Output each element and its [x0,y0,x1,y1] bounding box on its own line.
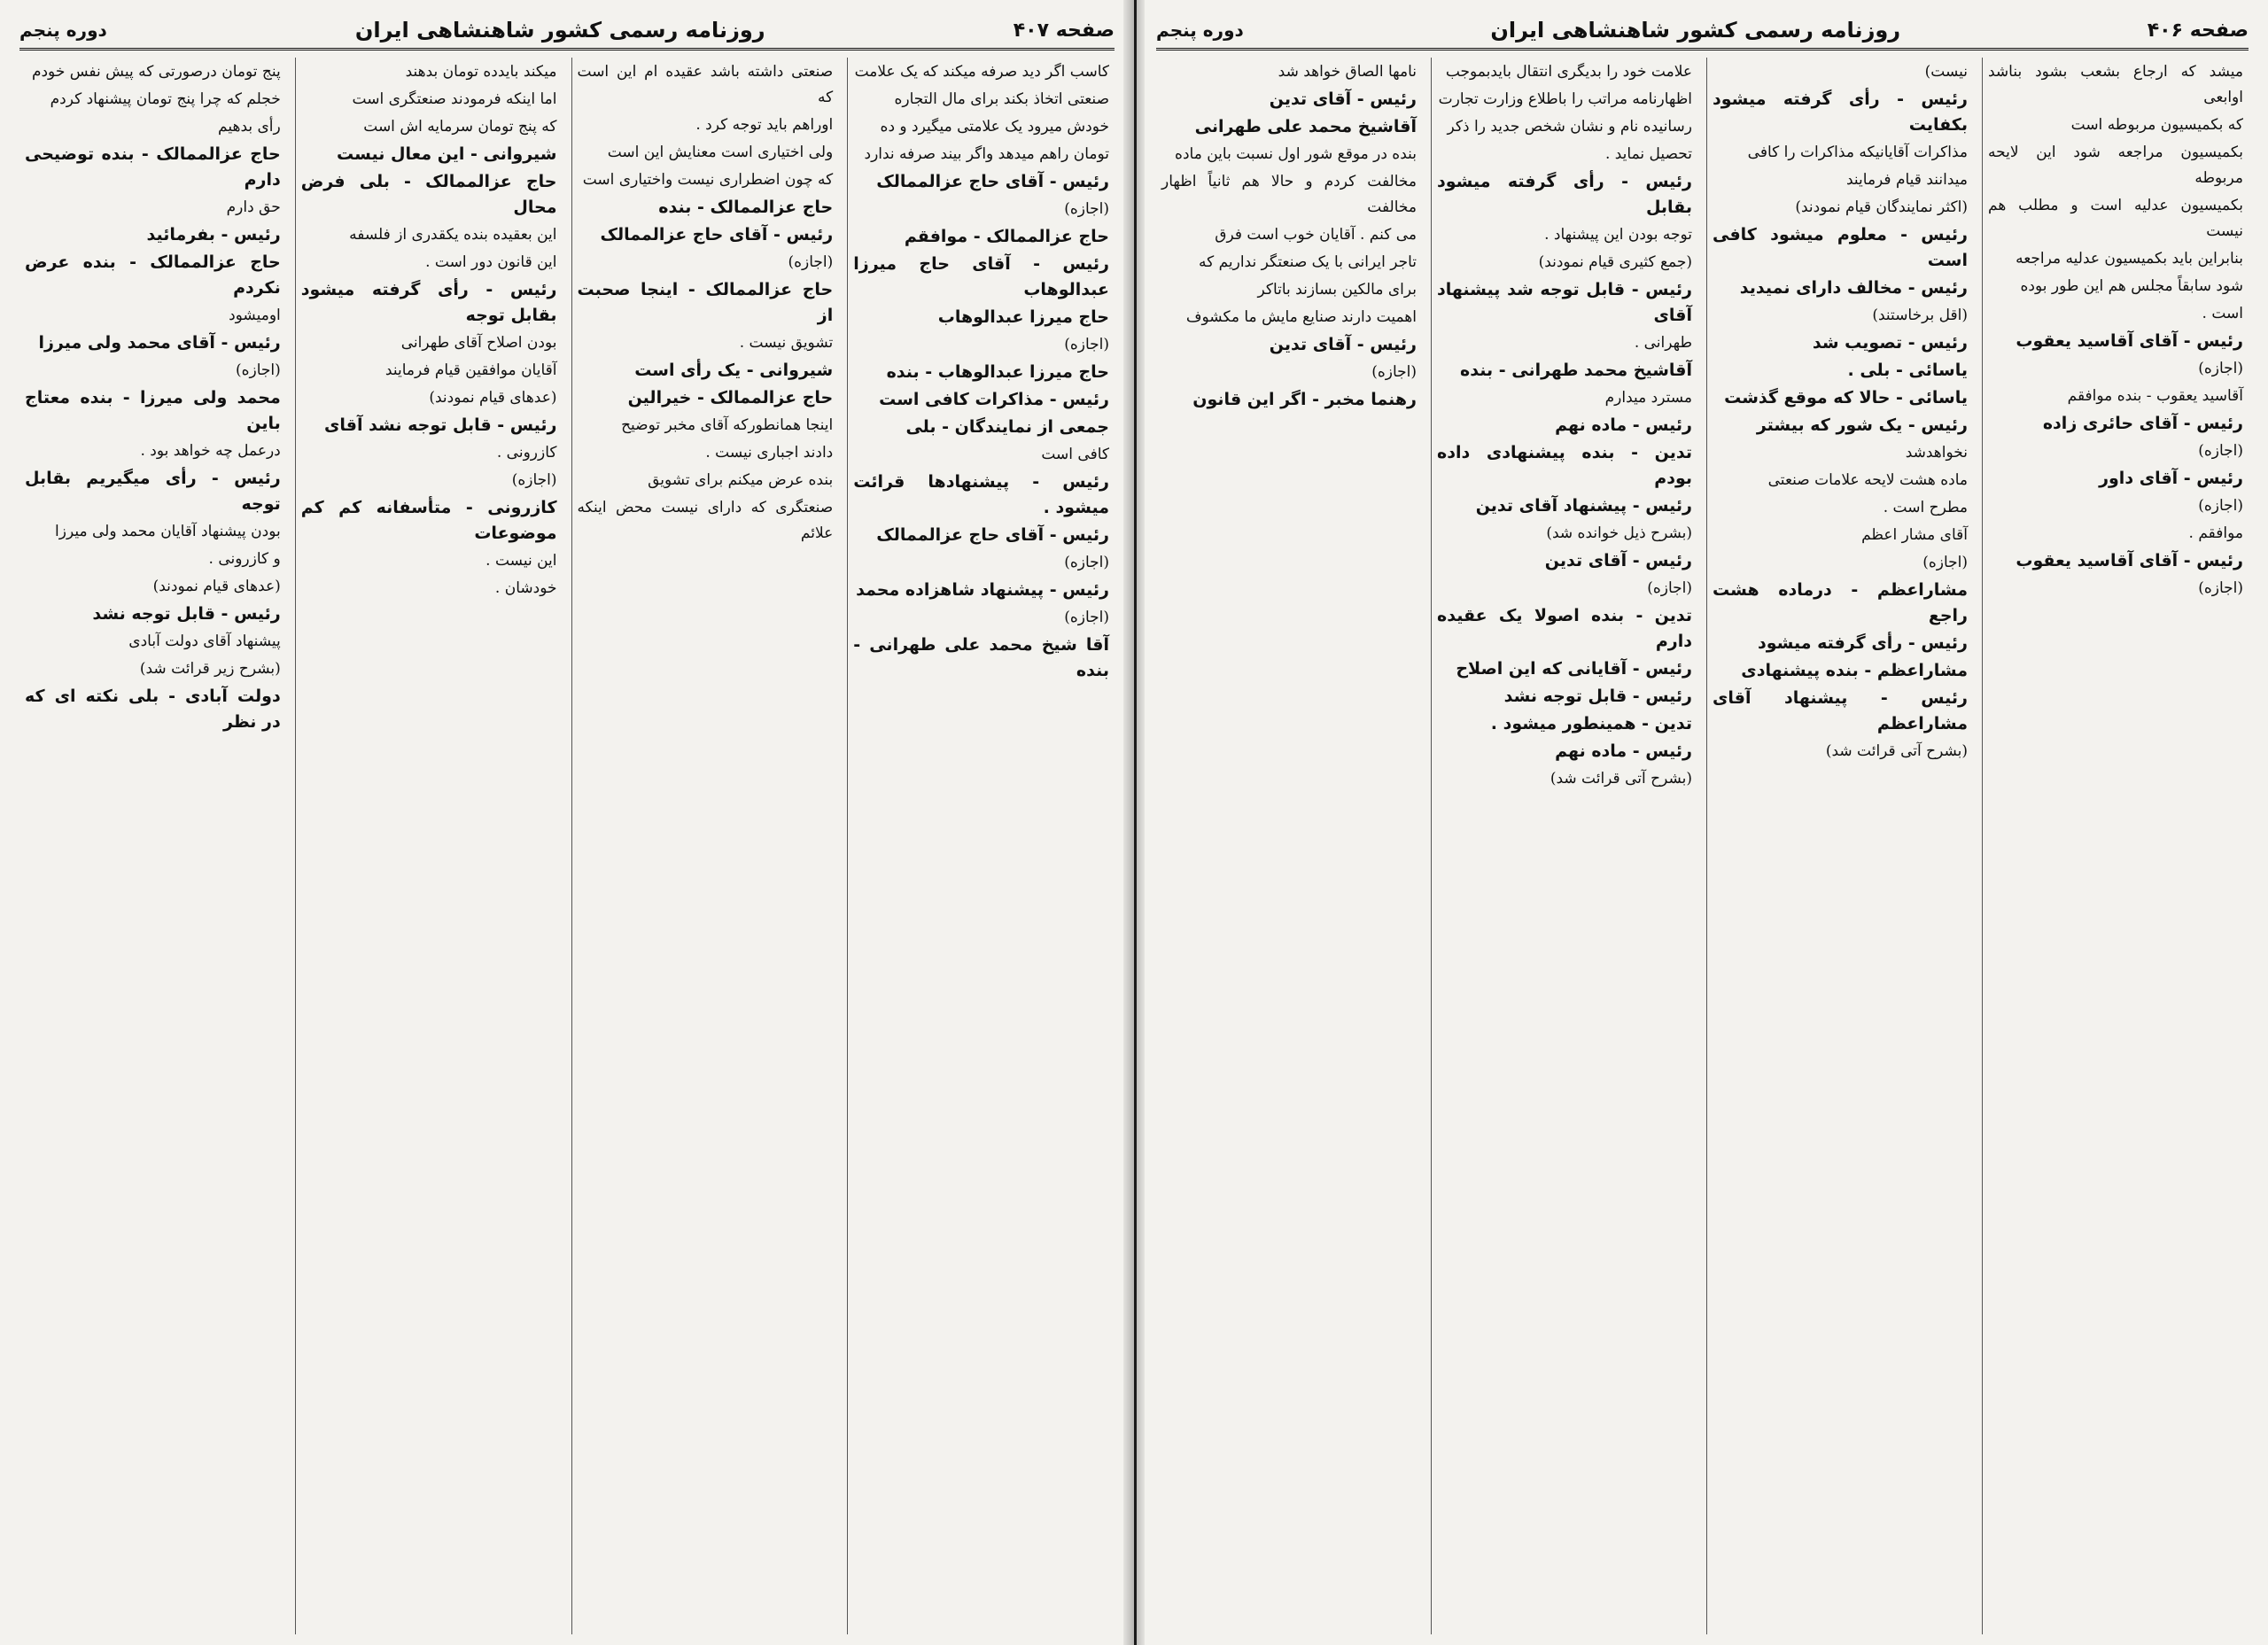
speaker-line: رئیس - آقای آقاسید یعقوب [2016,551,2243,570]
text-line: ماده هشت لایحه علامات صنعتی [1767,471,1968,489]
text-line: رسانیده نام و نشان شخص جدید را ذکر [1447,118,1692,136]
speaker-line: حاج عزالممالک - بلی فرض محال [300,172,557,217]
speaker-line: رئیس - آقای تدین [1544,551,1692,570]
speaker-line: حاج عزالممالک - بنده [658,198,834,217]
text-line: علامت خود را بدیگری انتقال بایدبموجب [1445,63,1692,81]
speaker-line: رئیس - مذاکرات کافی است [879,390,1109,409]
speaker-line: رئیس - پیشنهاد آقای مشاراعظم [1713,688,1968,733]
speaker-line: رئیس - رأی میگیریم بقابل توجه [25,469,281,514]
speaker-line: جمعی از نمایندگان - بلی [905,417,1109,437]
speaker-line: تدین - بنده اصولا یک عقیده دارم [1437,606,1692,651]
text-line: ولی اختیاری است معنایش این است [607,144,834,161]
text-line: (اجازه) [235,361,281,379]
text-line: مطرح است . [1883,499,1968,516]
text-line: (اجازه) [2198,579,2243,597]
speaker-line: تدین - همینطور میشود . [1490,714,1692,733]
text-line: صنعتی اتخاذ بکند برای مال التجاره [894,90,1109,108]
speaker-line: رئیس - معلوم میشود کافی است [1713,225,1968,270]
text-line: (بشرح آتی قرائت شد) [1550,770,1692,788]
speaker-line: حاج میرزا عبدالوهاب [937,307,1109,327]
speaker-line: رئیس - قابل توجه نشد [1503,687,1692,706]
text-line: صنعتی داشته باشد عقیده ام این است که [577,63,834,106]
speaker-line: یاسائی - بلی . [1847,361,1968,380]
text-line: توجه بودن این پیشنهاد . [1544,226,1692,244]
speaker-line: تدین - بنده پیشنهادی داده بودم [1437,443,1692,488]
speaker-line: شیروانی - یک رأی است [634,361,834,380]
speaker-line: رئیس - آقای محمد ولی میرزا [38,333,281,353]
text-line: بکمیسیون مراجعه شود این لایحه مربوطه [1988,144,2243,187]
text-line: که چون اضطراری نیست واختیاری است [582,171,834,189]
newspaper-title: روزنامه رسمی کشور شاهنشاهی ایران [1490,18,1901,43]
speaker-line: رئیس - پیشنهادها قرائت میشود . [853,472,1109,517]
period-label: دوره پنجم [1156,19,1244,41]
speaker-line: رئیس - بفرمائید [146,225,281,244]
text-column [1431,58,1697,1634]
text-line: اهمیت دارند صنایع مایش ما مکشوف [1185,308,1417,326]
text-line: طهرانی . [1634,334,1692,352]
text-line: (اجازه) [2198,360,2243,377]
text-line: اومیشود [229,306,281,324]
speaker-line: آقاشیخ محمد طهرانی - بنده [1460,361,1692,380]
speaker-line: رئیس - قابل توجه نشد آقای [323,415,557,435]
speaker-line: رئیس - مخالف دارای نمیدید [1739,278,1968,298]
speaker-line: رئیس - ماده نهم [1555,415,1692,435]
text-line: کازرونی . [496,444,557,462]
page-406 [1134,0,2268,1645]
text-line: خودش میرود یک علامتی میگیرد و ده [880,118,1109,136]
speaker-line: مشاراعظم - درماده هشت راجع [1713,580,1968,625]
speaker-line: رئیس - یک شور که بیشتر [1756,415,1968,435]
text-line: (اجازه) [1922,554,1968,571]
text-line: که پنج تومان سرمایه اش است [363,118,557,136]
text-column [19,58,286,1634]
speaker-line: آقا شیخ محمد علی طهرانی - بنده [853,635,1109,680]
text-line: اما اینکه فرمودند صنعتگری است [352,90,557,108]
page-header [1156,12,2249,50]
speaker-line: آقاشیخ محمد علی طهرانی [1194,117,1417,136]
text-line: نیست) [1924,63,1968,81]
text-line: اظهارنامه مراتب را باطلاع وزارت تجارت [1438,90,1692,108]
text-line: حق دارم [226,198,281,216]
columns [1156,58,2249,1634]
speaker-line: رئیس - قابل توجه نشد [92,604,281,624]
text-line: موافقم . [2188,524,2243,542]
speaker-line: محمد ولی میرزا - بنده معتاج باین [25,388,281,433]
speaker-line: رئیس - آقای حاج عزالممالک [876,525,1109,545]
text-line: بکمیسیون عدلیه است و مطلب هم نیست [1988,197,2243,240]
speaker-line: مشاراعظم - بنده پیشنهادی [1741,661,1968,680]
text-line: (عدهای قیام نمودند) [152,578,281,595]
text-line: برای مالکین بسازند باتاکر [1257,281,1417,299]
speaker-line: رئیس - رأی گرفته میشود بقابل [1437,172,1692,217]
text-line: بنابراین باید بکمیسیون عدلیه مراجعه [2016,250,2243,268]
text-line: آقای مشار اعظم [1861,526,1968,544]
text-line: می کنم . آقایان خوب است فرق [1215,226,1417,244]
text-line: (اجازه) [1064,200,1109,218]
speaker-line: یاسائی - حالا که موقع گذشت [1724,388,1968,407]
speaker-line: حاج عزالممالک - خیرالین [627,388,834,407]
text-line: میشد که ارجاع بشعب بشود بناشد اوابعی [1988,63,2243,106]
speaker-line: رئیس - تصویب شد [1812,333,1968,353]
page-number: صفحه ۴۰۶ [2147,19,2249,42]
newspaper-title: روزنامه رسمی کشور شاهنشاهی ایران [354,18,765,43]
text-column [295,58,563,1634]
text-line: کاسب اگر دید صرفه میکند که یک علامت [854,63,1109,81]
text-line: رأی بدهیم [218,118,281,136]
speaker-line: رئیس - آقای حاج میرزا عبدالوهاب [853,254,1109,299]
text-line: و کازرونی . [208,550,281,568]
text-line: (اجازه) [2198,442,2243,460]
page-number: صفحه ۴۰۷ [1013,19,1115,42]
text-line: این قانون دور است . [425,253,557,271]
text-line: دادند اجباری نیست . [705,444,834,462]
text-line: (اقل برخاستند) [1872,306,1968,324]
speaker-line: دولت آبادی - بلی نکته ای که در نظر [25,687,281,732]
speaker-line: رئیس - ماده نهم [1555,741,1692,761]
text-line: خجلم که چرا پنج تومان پیشنهاد کردم [50,90,281,108]
columns [19,58,1115,1634]
speaker-line: رئیس - قابل توجه شد پیشنهاد آقای [1437,280,1692,325]
speaker-line: رئیس - رأی گرفته میشود بکفایت [1713,89,1968,135]
text-line: اوراهم باید توجه کرد . [695,116,834,134]
text-line: آقایان موافقین قیام فرمایند [384,361,557,379]
speaker-line: حاج عزالممالک - اینجا صحبت از [577,280,834,325]
text-column [1156,58,1422,1634]
text-line: بنده در موقع شور اول نسبت باین ماده [1175,145,1417,163]
text-line: پیشنهاد آقای دولت آبادی [128,632,281,650]
text-line: تاجر ایرانی با یک صنعتگر نداریم که [1198,253,1417,271]
speaker-line: رئیس - آقای آقاسید یعقوب [2016,331,2243,351]
text-line: میدانند قیام فرمایند [1845,171,1968,189]
speaker-line: کازرونی - متأسفانه کم کم موضوعات [300,498,557,543]
text-line: تحصیل نماید . [1604,145,1692,163]
text-line: این بعقیده بنده یکقدری از فلسفه [349,226,557,244]
speaker-line: رهنما مخبر - اگر این قانون [1192,390,1417,409]
speaker-line: رئیس - آقای حائری زاده [2042,414,2243,433]
text-line: (بشرح آتی قرائت شد) [1825,742,1968,760]
speaker-line: رئیس - آقای حاج عزالممالک [876,172,1109,191]
text-line: (اجازه) [2198,497,2243,515]
text-line: میکند بایدده تومان بدهند [405,63,557,81]
speaker-line: حاج عزالممالک - بنده عرض نکردم [25,252,281,298]
text-line: مذاکرات آقایانیکه مذاکرات را کافی [1747,144,1968,161]
period-label: دوره پنجم [19,19,107,41]
text-line: (اکثر نمایندگان قیام نمودند) [1795,198,1968,216]
text-line: بنده عرض میکنم برای تشویق [648,471,834,489]
text-line: (اجازه) [1064,336,1109,353]
speaker-line: رئیس - آقای تدین [1269,89,1417,109]
speaker-line: رئیس - آقای حاج عزالممالک [600,225,834,244]
speaker-line: رئیس - رأی گرفته میشود [1758,633,1968,653]
text-line: تومان راهم میدهد واگر بیند صرفه ندارد [864,145,1109,163]
text-column [571,58,839,1634]
speaker-line: حاج عزالممالک - بنده توضیحی دارم [25,144,281,190]
text-line: (بشرح ذیل خوانده شد) [1546,524,1692,542]
text-line: (اجازه) [1064,609,1109,626]
speaker-line: رئیس - آقای داور [2099,469,2243,488]
text-line: (اجازه) [1371,363,1417,381]
text-line: بودن پیشنهاد آقایان محمد ولی میرزا [55,523,281,540]
text-column [1706,58,1973,1634]
speaker-line: شیروانی - این معال نیست [337,144,557,164]
speaker-line: رئیس - آقایانی که این اصلاح [1456,659,1692,679]
text-line: این نیست . [485,552,557,570]
text-line: خودشان . [494,579,557,597]
speaker-line: حاج میرزا عبدالوهاب - بنده [886,362,1109,382]
text-line: بودن اصلاح آقای طهرانی [400,334,557,352]
speaker-line: رئیس - پیشنهاد آقای تدین [1475,496,1692,516]
text-line: (اجازه) [1647,579,1692,597]
text-column [847,58,1115,1634]
text-line: (اجازه) [788,253,834,271]
speaker-line: رئیس - پیشنهاد شاهزاده محمد [856,580,1109,600]
text-line: نخواهدشد [1905,444,1968,462]
speaker-line: حاج عزالممالک - موافقم [904,227,1109,246]
text-line: مسترد میدارم [1604,389,1692,407]
text-line: صنعتگری که دارای نیست محض اینکه علائم [577,499,834,542]
speaker-line: رئیس - رأی گرفته میشود بقابل توجه [300,280,557,325]
text-column [1982,58,2249,1634]
text-line: آقاسید یعقوب - بنده موافقم [2067,387,2243,405]
text-line: (بشرح زیر قرائت شد) [139,660,281,678]
text-line: مخالفت کردم و حالا هم ثانیاً اظهار مخالفت [1161,173,1417,216]
text-line: شود سابقاً مجلس هم این طور بوده [2020,277,2243,295]
text-line: (اجازه) [1064,554,1109,571]
speaker-line: رئیس - آقای تدین [1269,335,1417,354]
text-line: نامها الصاق خواهد شد [1278,63,1417,81]
text-line: پنج تومان درصورتی که پیش نفس خودم [31,63,281,81]
text-line: اینجا همانطورکه آقای مخبر توضیح [621,416,834,434]
page-header [19,12,1115,50]
text-line: که بکمیسیون مربوطه است [2070,116,2243,134]
text-line: است . [2202,305,2243,322]
text-line: (عدهای قیام نمودند) [429,389,557,407]
text-line: (اجازه) [511,471,557,489]
text-line: تشویق نیست . [739,334,834,352]
text-line: درعمل چه خواهد بود . [140,442,281,460]
text-line: (جمع کثیری قیام نمودند) [1538,253,1692,271]
text-line: کافی است [1041,446,1109,463]
